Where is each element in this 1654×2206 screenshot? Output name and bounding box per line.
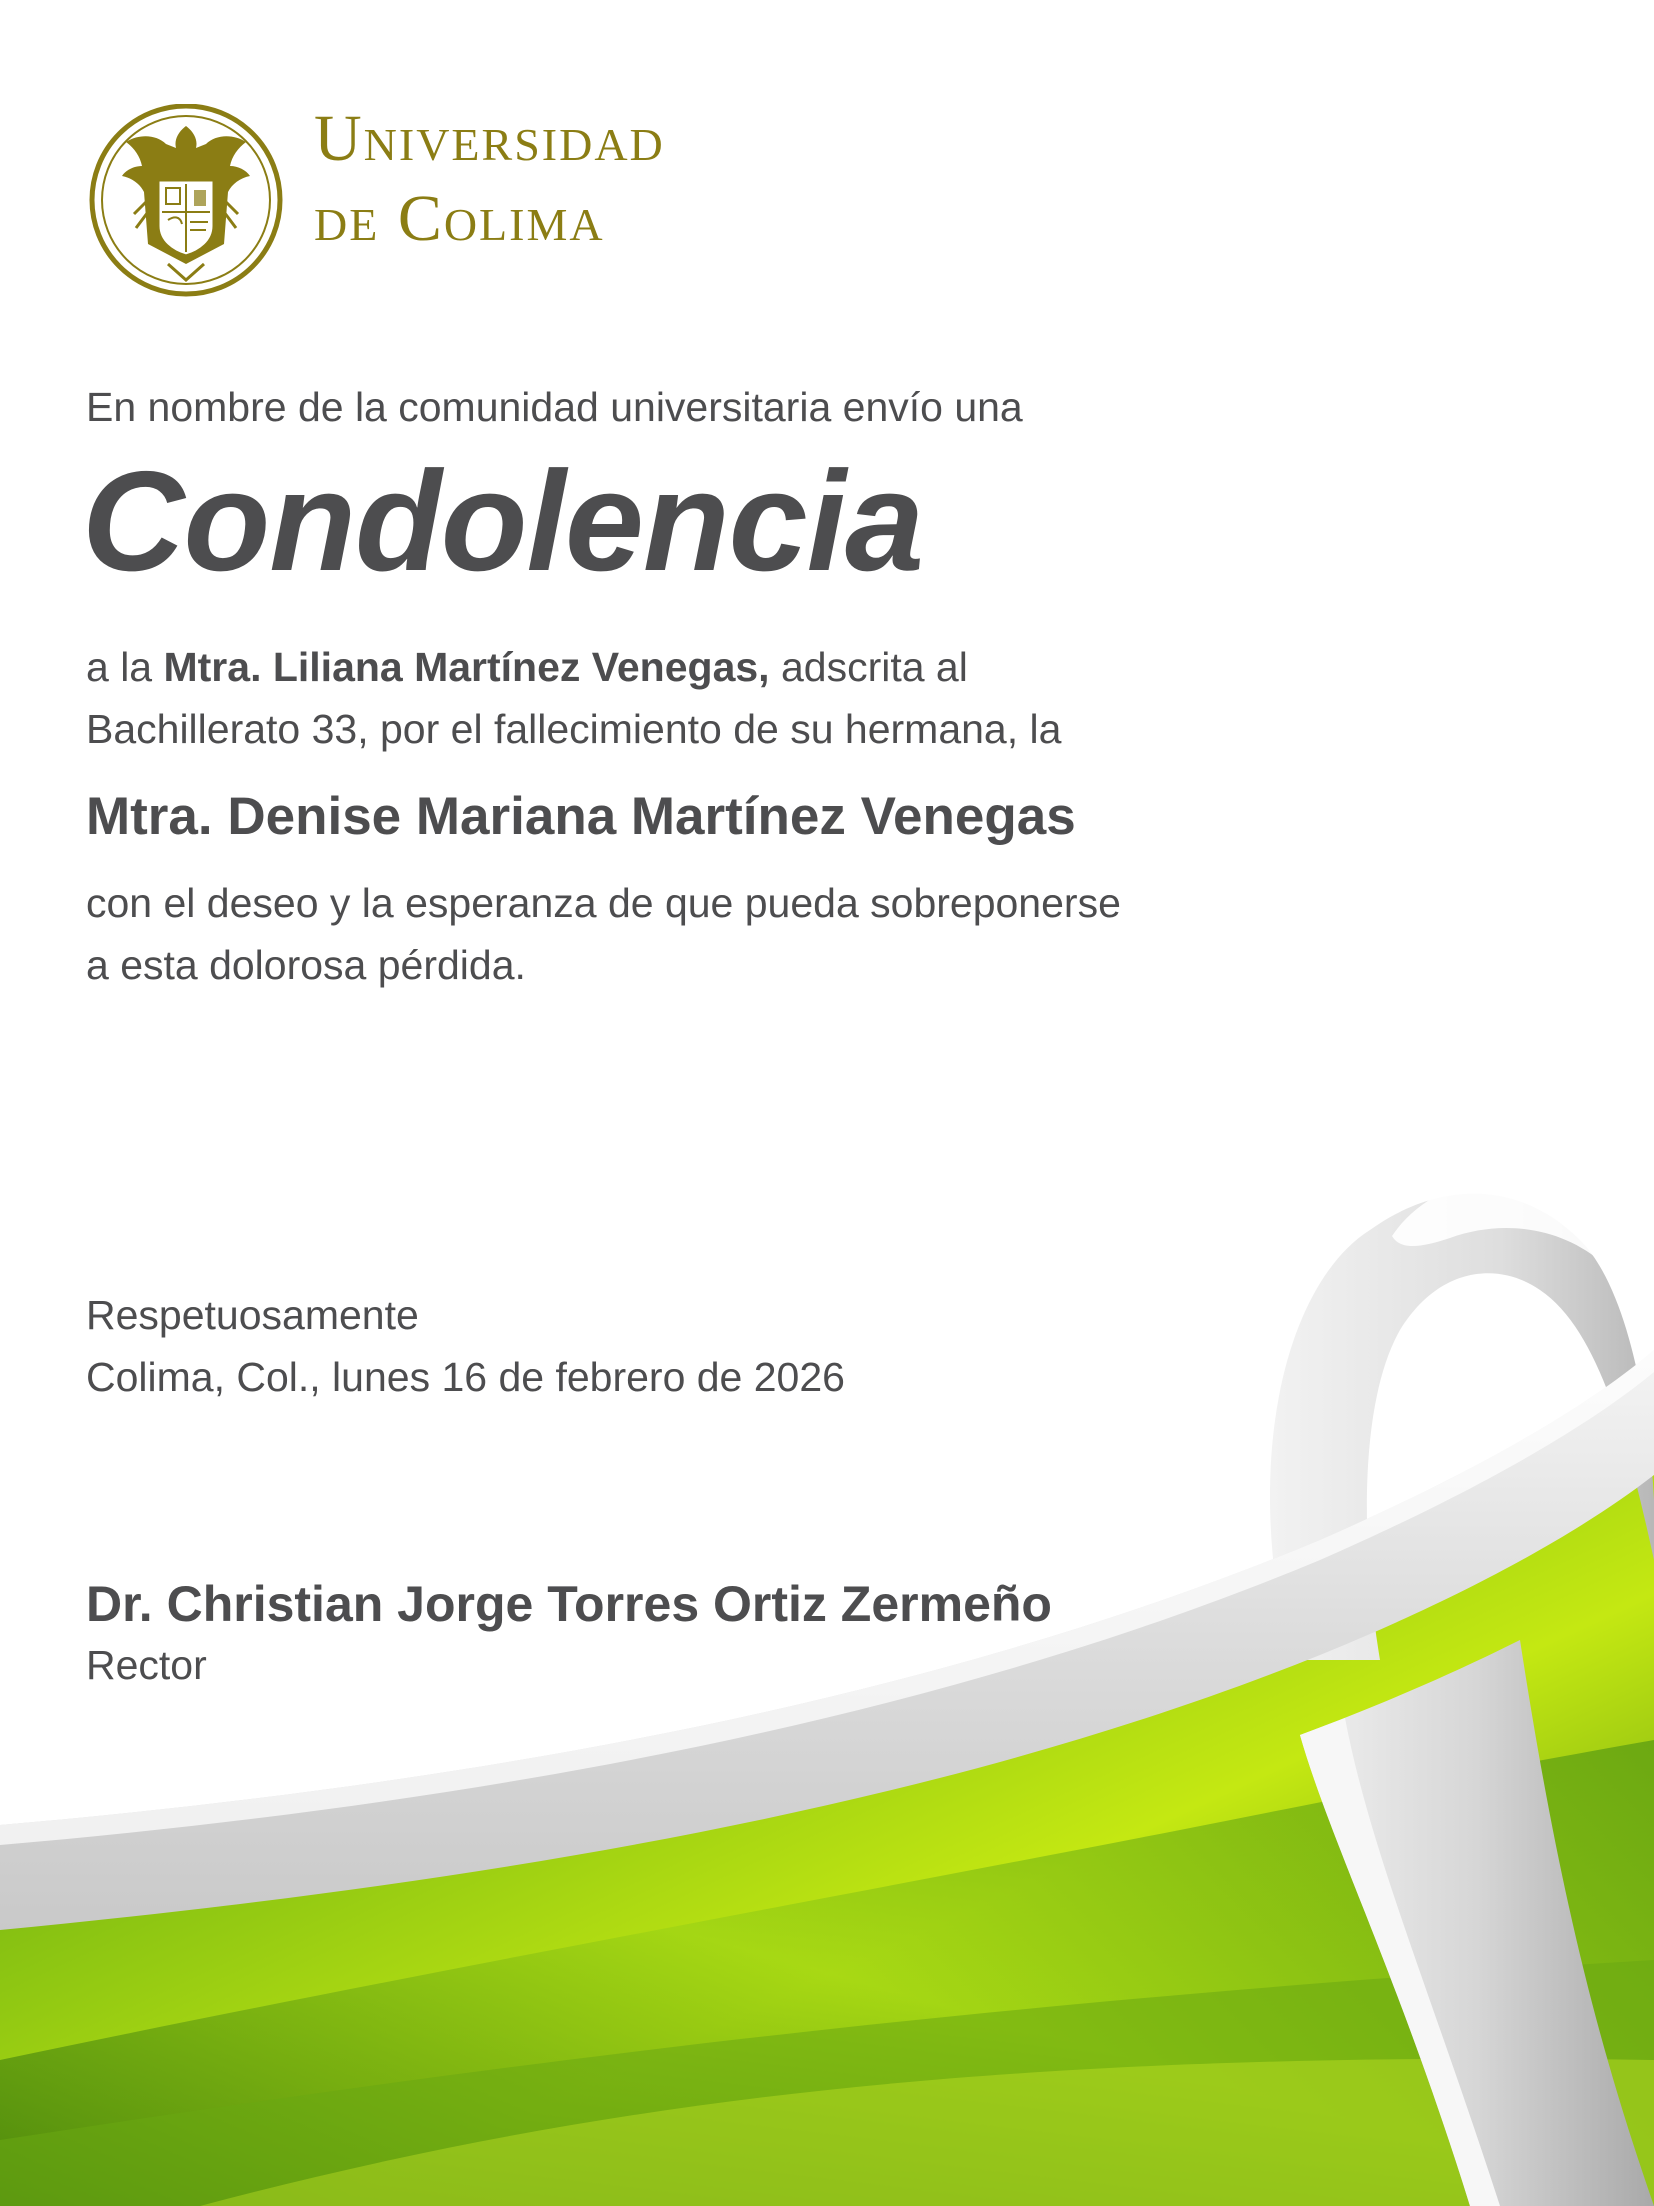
reason-line: Bachillerato 33, por el fallecimiento de su hermana, la (86, 706, 1062, 752)
wish-line-2: a esta dolorosa pérdida. (86, 942, 526, 988)
intro-text: En nombre de la comunidad universitaria envío una (86, 384, 1023, 430)
university-seal-eagle-icon (86, 104, 286, 304)
closing (86, 1284, 845, 1408)
wish-line-1: con el deseo y la esperanza de que pueda sobreponerse (86, 880, 1121, 926)
addressee-suffix: adscrita al (769, 644, 968, 690)
university-name-line2: de Colima (314, 182, 605, 255)
salutation: Respetuosamente (86, 1292, 419, 1338)
university-logo (86, 92, 786, 292)
page-title: Condolencia (82, 442, 924, 601)
wish-paragraph (86, 872, 1121, 996)
signatory-name: Dr. Christian Jorge Torres Ortiz Zermeño (86, 1576, 1052, 1632)
signatory-role: Rector (86, 1642, 207, 1688)
addressee-name: Mtra. Liliana Martínez Venegas, (163, 644, 770, 690)
university-name-line1: Universidad (314, 102, 665, 175)
addressee-line (86, 636, 1061, 698)
addressee-prefix: a la (86, 644, 164, 690)
place-date: Colima, Col., lunes 16 de febrero de 2026 (86, 1354, 845, 1400)
addressee-paragraph (86, 636, 1061, 760)
university-name (314, 102, 665, 255)
deceased-name: Mtra. Denise Mariana Martínez Venegas (86, 787, 1076, 846)
